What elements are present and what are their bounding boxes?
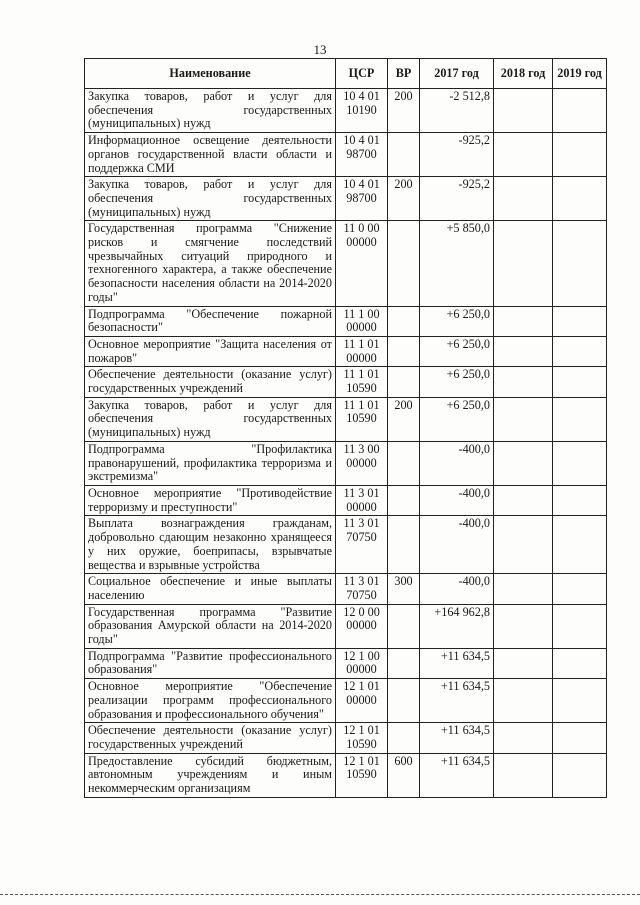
row-csr-code: 10 4 01 [343,89,380,103]
table-row [85,133,607,177]
row-vr [388,306,420,336]
row-csr [336,397,388,441]
row-2018-value [494,367,553,397]
page-number: 13 [313,42,327,57]
table-row [85,485,607,515]
row-csr [336,485,388,515]
row-2017-value: -400,0 [420,574,494,604]
row-csr-code: 11 1 01 [343,367,380,382]
row-csr-code: 11 1 01 [343,336,380,351]
row-vr: 200 [388,177,420,221]
row-csr-suffix: 70750 [346,530,377,545]
row-csr-code: 10 4 01 [343,177,380,192]
row-csr-code: 12 1 00 [343,648,380,663]
row-vr [388,604,420,648]
row-2017-value: -400,0 [420,516,494,574]
row-2019-value [553,441,607,485]
row-vr [388,648,420,678]
row-name: Выплата вознаграждения гражданам, добровольно сдающим незаконно хранящееся у них оружие, боеприпасы, взрывчатые вещества и взрывные устройства [85,516,336,574]
row-2019-value [553,133,607,177]
row-name: Информационное освещение деятельности органов государственной власти области и поддержка СМИ [85,133,336,177]
table-row [85,516,607,574]
header-2018: 2018 год [494,59,553,89]
table-row [85,397,607,441]
row-csr-code: 11 3 01 [343,516,380,531]
row-csr-suffix: 00000 [346,350,377,365]
row-2019-value [553,753,607,797]
row-csr-code: 12 0 00 [343,604,380,619]
row-name: Закупка товаров, работ и услуг для обеспечения государственных (муниципальных) нужд [85,397,336,441]
row-vr [388,441,420,485]
row-2019-value [553,485,607,515]
row-csr-code: 10 4 01 [343,133,380,148]
row-2019-value [553,574,607,604]
row-csr [336,723,388,753]
header-vr: ВР [388,59,420,89]
row-csr [336,89,388,133]
row-2019-value [553,648,607,678]
row-csr [336,221,388,306]
row-csr [336,336,388,366]
row-vr: 600 [388,753,420,797]
row-vr [388,336,420,366]
row-2017-value: +11 634,5 [420,648,494,678]
row-name: Обеспечение деятельности (оказание услуг) государственных учреждений [85,723,336,753]
row-2018-value [494,648,553,678]
row-vr [388,367,420,397]
header-csr: ЦСР [336,59,388,89]
row-name: Подпрограмма "Профилактика правонарушений, профилактика терроризма и экстремизма" [85,441,336,485]
row-csr-suffix: 10590 [346,411,377,426]
row-name: Закупка товаров, работ и услуг для обеспечения государственных (муниципальных) нужд [85,177,336,221]
row-2018-value [494,604,553,648]
row-csr-code: 11 1 01 [343,397,380,412]
row-2019-value [553,336,607,366]
page-bottom-rule [0,894,640,895]
row-2018-value [494,516,553,574]
row-csr-suffix: 00000 [346,320,377,335]
row-2019-value [553,723,607,753]
row-name: Социальное обеспечение и иные выплаты населению [85,574,336,604]
row-2018-value [494,89,553,133]
row-2017-value: +11 634,5 [420,753,494,797]
row-2019-value [553,516,607,574]
row-csr-suffix: 00000 [346,618,377,633]
row-2018-value [494,133,553,177]
table-row [85,336,607,366]
row-csr-suffix: 00000 [346,235,377,250]
row-vr [388,133,420,177]
row-csr [336,604,388,648]
row-name: Обеспечение деятельности (оказание услуг) государственных учреждений [85,367,336,397]
row-name: Предоставление субсидий бюджетным, автономным учреждениям и иным некоммерческим организациям [85,753,336,797]
table-row [85,367,607,397]
row-2017-value: -925,2 [420,133,494,177]
row-2017-value: +11 634,5 [420,679,494,723]
row-2019-value [553,177,607,221]
row-2017-value: +6 250,0 [420,397,494,441]
row-2018-value [494,336,553,366]
row-2017-value: -400,0 [420,485,494,515]
row-2018-value [494,306,553,336]
row-2018-value [494,397,553,441]
row-csr-suffix: 10590 [346,736,377,751]
table-row [85,441,607,485]
header-name: Наименование [85,59,336,89]
row-2017-value: +6 250,0 [420,336,494,366]
row-name: Государственная программа "Развитие образования Амурской области на 2014-2020 годы" [85,604,336,648]
row-csr-code: 11 0 00 [343,221,380,236]
row-2018-value [494,177,553,221]
row-csr [336,516,388,574]
row-2017-value: -925,2 [420,177,494,221]
row-csr [336,367,388,397]
table-row [85,177,607,221]
table-row [85,221,607,306]
row-name: Государственная программа "Снижение рисков и смягчение последствий чрезвычайных ситуаций природного и техногенного характера, а также обеспечение безопасности населения области на 2014-2020 годы" [85,221,336,306]
row-name: Основное мероприятие "Обеспечение реализации программ профессионального образования и профессионального обучения" [85,679,336,723]
row-2018-value [494,723,553,753]
row-2018-value [494,441,553,485]
header-2017: 2017 год [420,59,494,89]
row-2017-value: +6 250,0 [420,367,494,397]
table-row [85,306,607,336]
table-row [85,604,607,648]
row-vr [388,516,420,574]
row-csr-code: 11 3 01 [343,574,380,589]
row-vr: 300 [388,574,420,604]
header-2019: 2019 год [553,59,607,89]
row-csr-suffix: 10590 [346,767,377,782]
row-csr-suffix: 10590 [346,381,377,396]
row-csr-suffix: 00000 [346,455,377,470]
row-2019-value [553,89,607,133]
row-csr-code: 11 1 00 [343,306,380,321]
row-csr [336,441,388,485]
row-2018-value [494,679,553,723]
row-csr-suffix: 70750 [346,587,377,602]
table-row [85,648,607,678]
row-csr-suffix: 98700 [346,146,377,161]
row-csr [336,679,388,723]
row-csr-suffix: 10190 [346,102,377,117]
table-row [85,753,607,797]
row-vr: 200 [388,89,420,133]
row-2018-value [494,485,553,515]
row-csr-code: 12 1 01 [343,679,380,694]
table-row [85,89,607,133]
row-2019-value [553,221,607,306]
row-2019-value [553,306,607,336]
row-csr [336,753,388,797]
row-csr-suffix: 00000 [346,662,377,677]
row-csr [336,574,388,604]
row-2019-value [553,367,607,397]
row-2018-value [494,221,553,306]
row-vr: 200 [388,397,420,441]
row-vr [388,723,420,753]
table-row [85,679,607,723]
row-vr [388,485,420,515]
row-csr [336,177,388,221]
table-row [85,723,607,753]
row-csr-code: 12 1 01 [343,753,380,768]
row-2019-value [553,397,607,441]
row-2017-value: -400,0 [420,441,494,485]
row-2017-value: +5 850,0 [420,221,494,306]
row-csr-suffix: 98700 [346,190,377,205]
table-row [85,574,607,604]
row-vr [388,679,420,723]
row-vr [388,221,420,306]
row-csr [336,306,388,336]
row-2017-value: +6 250,0 [420,306,494,336]
table-header-row [85,59,607,89]
row-csr-suffix: 00000 [346,499,377,514]
row-2017-value: +164 962,8 [420,604,494,648]
row-2019-value [553,679,607,723]
row-csr [336,133,388,177]
row-csr [336,648,388,678]
row-2018-value [494,753,553,797]
row-csr-code: 11 3 00 [343,441,380,456]
row-name: Подпрограмма "Развитие профессионального образования" [85,648,336,678]
budget-table [84,58,607,798]
row-2018-value [494,574,553,604]
row-name: Основное мероприятие "Противодействие терроризму и преступности" [85,485,336,515]
row-csr-code: 11 3 01 [343,485,380,500]
row-csr-suffix: 00000 [346,692,377,707]
row-csr-code: 12 1 01 [343,723,380,738]
row-2019-value [553,604,607,648]
row-2017-value: -2 512,8 [420,89,494,133]
row-name: Основное мероприятие "Защита населения от пожаров" [85,336,336,366]
row-name: Закупка товаров, работ и услуг для обеспечения государственных (муниципальных) нужд [85,89,336,133]
row-name: Подпрограмма "Обеспечение пожарной безопасности" [85,306,336,336]
row-2017-value: +11 634,5 [420,723,494,753]
